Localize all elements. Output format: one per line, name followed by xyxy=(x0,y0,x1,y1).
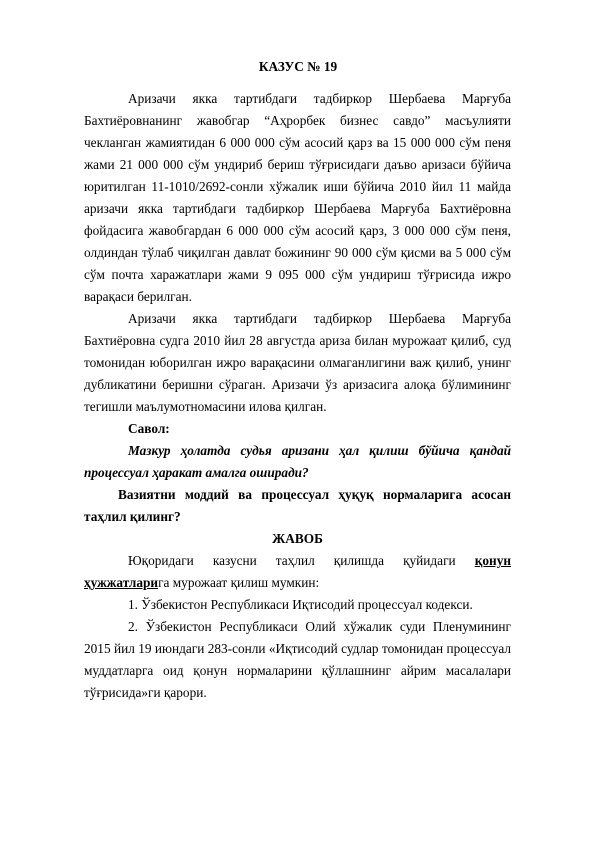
list-item-1: 1. Ўзбекистон Республикаси Иқтисодий процессуал кодекси. xyxy=(128,597,473,612)
case-paragraph-1: Аризачи якка тартибдаги тадбиркор Шербаева Марғуба Бахтиёровнанинг жавобгар “Аҳрорбек бизнес савдо” масъулияти чекланган жамиятидан 6 000 000 сўм асосий қарз ва 15 000 000 сўм пеня жами 21 000 000 сўм ундириб бериш тўғрисидаги даъво аризаси бўйича юритилган 11-1010/2692-сонли хўжалик иши бўйича 2010 йил 11 майда аризачи якка тартибдаги тадбиркор Шербаева Марғуба Бахтиёровна фойдасига жавобгардан 6 000 000 сўм асосий қарз, 3 000 000 сўм пеня, олдиндан тўлаб чиқилган давлат божининг 90 000 сўм қисми ва 5 000 сўм сўм почта харажатлари жами 9 095 000 сўм ундириш тўғрисида ижро варақаси берилган. xyxy=(84,91,511,304)
list-item-2: 2. Ўзбекистон Республикаси Олий хўжалик суди Пленумининг 2015 йил 19 июндаги 283-сонли «Иқтисодий судлар томонидан процессуал муддатларга оид қонун нормаларини қўллашнинг айрим масалалари тўғрисида»ги қарори. xyxy=(84,619,511,700)
answer-intro-emphasis: қонун ҳужжатлари xyxy=(84,553,511,590)
question-label: Савол: xyxy=(128,421,170,436)
question-text: Мазкур ҳолатда судья аризани ҳал қилиш бўйича қандай процессуал ҳаракат амалга оширади? xyxy=(84,443,511,480)
answer-intro xyxy=(84,550,511,594)
answer-intro-start: Юқоридаги казусни таҳлил қилишда қуйидаги xyxy=(128,553,475,568)
answer-heading: ЖАВОБ xyxy=(272,531,323,546)
case-body xyxy=(84,88,511,704)
answer-intro-end: га мурожаат қилиш мумкин: xyxy=(158,575,320,590)
case-paragraph-2: Аризачи якка тартибдаги тадбиркор Шербаева Марғуба Бахтиёровна судга 2010 йил 28 августда ариза билан мурожаат қилиб, суд томонидан юборилган ижро варақасини олмаганлигини важ қилиб, унинг дубликатини беришни сўраган. Аризачи ўз аризасига алоқа бўлимининг тегишли маълумотномасини илова қилган. xyxy=(84,311,511,414)
task-text: Вазиятни моддий ва процессуал ҳуқуқ нормаларига асосан таҳлил қилинг? xyxy=(84,487,511,524)
case-title: КАЗУС № 19 xyxy=(258,59,338,74)
